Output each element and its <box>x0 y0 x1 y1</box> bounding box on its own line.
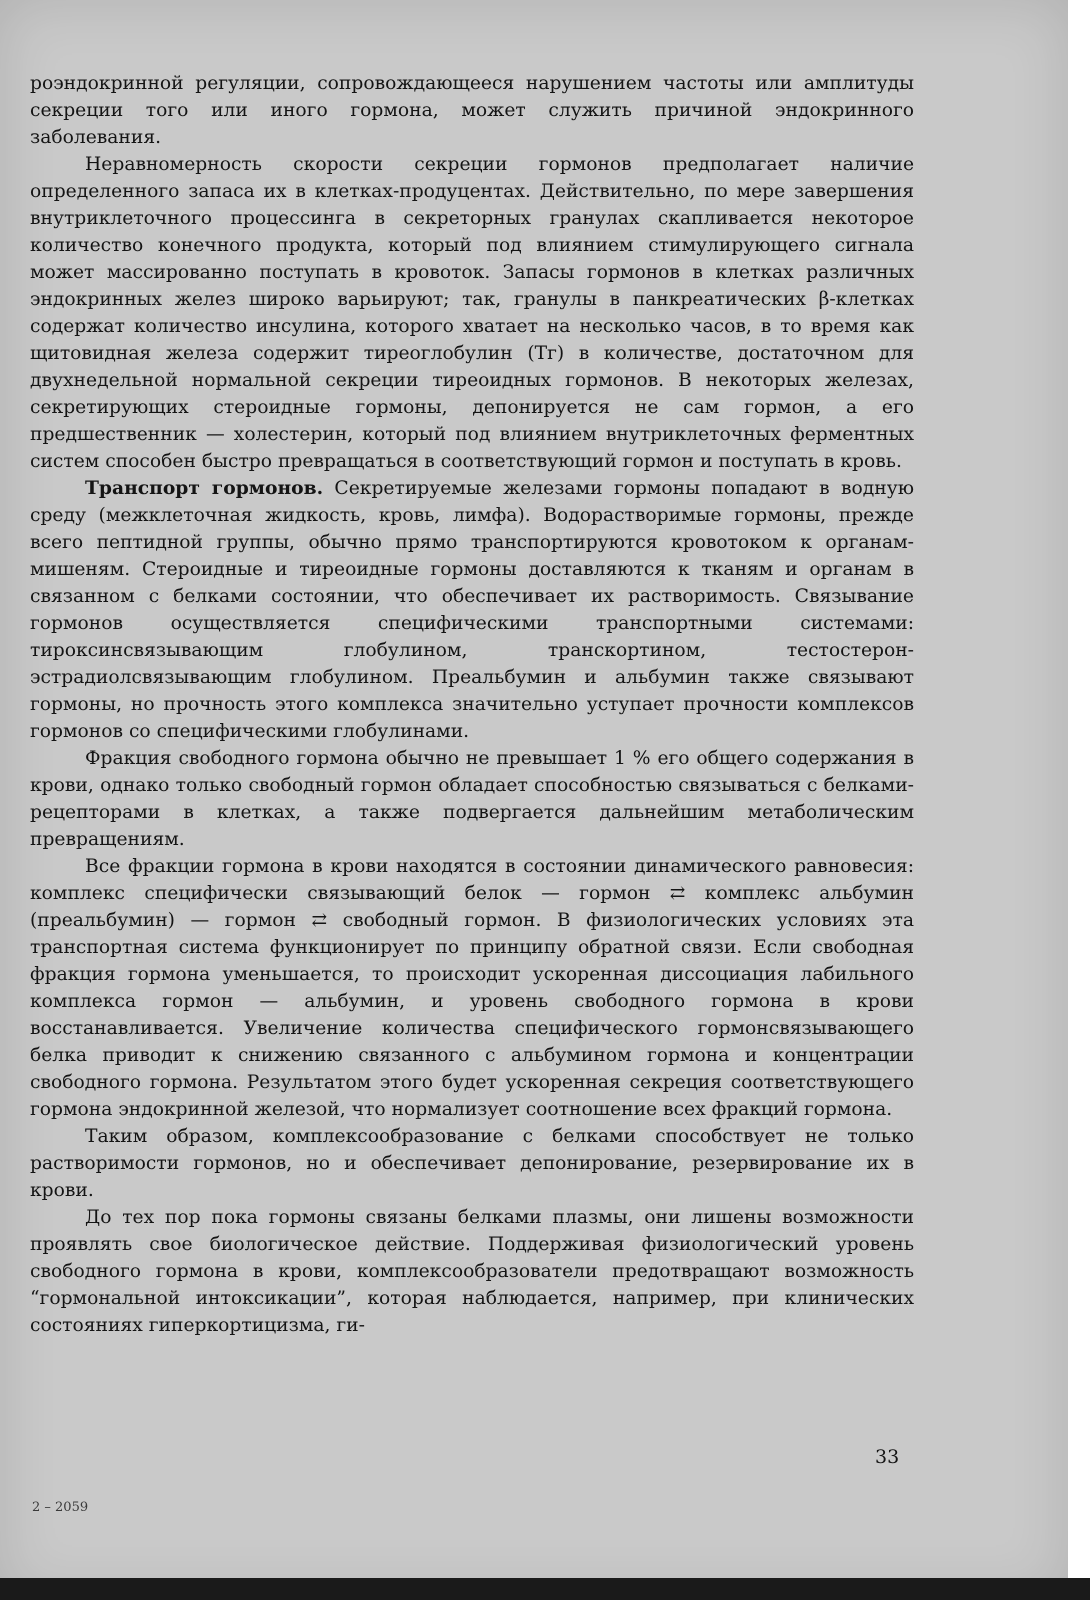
scan-edge <box>0 1578 1090 1600</box>
paragraph-hormone-transport <box>30 475 914 745</box>
page-number: 33 <box>875 1446 900 1468</box>
paragraph-secretion-reserves: Неравномерность скорости секреции гормонов предполагает наличие определенного запаса их в клетках-продуцентах. Действительно, по мере завершения внутриклеточного процессинга в секреторных гранулах скапливается некоторое количество конечного продукта, который под влиянием стимулирующего сигнала может массированно поступать в кровоток. Запасы гормонов в клетках различных эндокринных желез широко варьируют; так, гранулы в панкреатических β-клетках содержат количество инсулина, которого хватает на несколько часов, в то время как щитовидная железа содержит тиреоглобулин (Тг) в количестве, достаточном для двухнедельной нормальной секреции тиреоидных гормонов. В некоторых железах, секретирующих стероидные гормоны, депонируется не сам гормон, а его предшественник — холестерин, который под влиянием внутриклеточных ферментных систем способен быстро превращаться в соответствующий гормон и поступать в кровь. <box>30 154 914 472</box>
section-heading-transport: Транспорт гормонов. <box>85 477 324 499</box>
paragraph-continuation: роэндокринной регуляции, сопровождающееся нарушением частоты или амплитуды секреции того или иного гормона, может служить причиной эндокринного заболевания. <box>30 73 914 148</box>
body-text <box>30 70 914 1339</box>
paragraph-hormonal-intoxication: До тех пор пока гормоны связаны белками плазмы, они лишены возможности проявлять свое биологическое действие. Поддерживая физиологический уровень свободного гормона в крови, комплексообразователи предотвращают возможность “гормональной интоксикации”, которая наблюдается, например, при клинических состояниях гиперкортицизма, ги- <box>30 1207 914 1336</box>
print-signature-mark: 2 – 2059 <box>32 1500 89 1515</box>
paragraph-hormone-transport-text: Секретируемые железами гормоны попадают в водную среду (межклеточная жидкость, кровь, лимфа). Водорастворимые гормоны, прежде всего пептидной группы, обычно прямо транспортируются кровотоком к органам-мишеням. Стероидные и тиреоидные гормоны доставляются к тканям и органам в связанном с белками состоянии, что обеспечивает их растворимость. Связывание гормонов осуществляется специфическими транспортными системами: тироксинсвязывающим глобулином, транскортином, тестостерон-эстрадиолсвязывающим глобулином. Преальбумин и альбумин также связывают гормоны, но прочность этого комплекса значительно уступает прочности комплексов гормонов со специфическими глобулинами. <box>30 478 914 742</box>
paragraph-complexation-summary: Таким образом, комплексообразование с белками способствует не только растворимости гормонов, но и обеспечивает депонирование, резервирование их в крови. <box>30 1126 914 1201</box>
paragraph-dynamic-equilibrium: Все фракции гормона в крови находятся в состоянии динамического равновесия: комплекс специфически связывающий белок — гормон ⇄ комплекс альбумин (преальбумин) — гормон ⇄ свободный гормон. В физиологических условиях эта транспортная система функционирует по принципу обратной связи. Если свободная фракция гормона уменьшается, то происходит ускоренная диссоциация лабильного комплекса гормон — альбумин, и уровень свободного гормона в крови восстанавливается. Увеличение количества специфического гормонсвязывающего белка приводит к снижению связанного с альбумином гормона и концентрации свободного гормона. Результатом этого будет ускоренная секреция соответствующего гормона эндокринной железой, что нормализует соотношение всех фракций гормона. <box>30 856 914 1120</box>
paragraph-free-fraction: Фракция свободного гормона обычно не превышает 1 % его общего содержания в крови, однако только свободный гормон обладает способностью связываться с белками-рецепторами в клетках, а также подвергается дальнейшим метаболическим превращениям. <box>30 748 914 850</box>
